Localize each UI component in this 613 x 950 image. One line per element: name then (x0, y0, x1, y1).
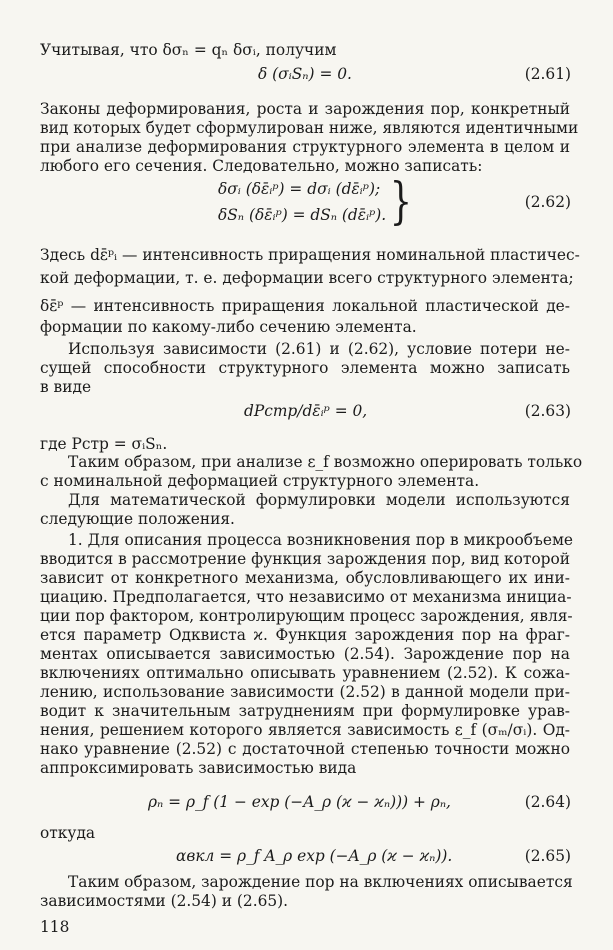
equation-2-62-line1: δσᵢ (δε̄ᵢᵖ) = dσᵢ (dε̄ᵢᵖ); (218, 180, 381, 198)
equation-number-2-61: (2.61) (524, 65, 571, 83)
equation-2-64: ρₙ = ρ_f (1 − exp (−A_ρ (ϰ − ϰₙ))) + ρₙ, (148, 793, 451, 811)
equation-number-2-65: (2.65) (524, 847, 571, 865)
system-brace: } (389, 172, 413, 230)
text-line: аппроксимировать зависимостью вида (40, 759, 357, 777)
text-line: с номинальной деформацией структурного элемента. (40, 472, 480, 490)
text-line: вводится в рассмотрение функция зарождения пор, вид которой (40, 550, 570, 568)
text-line: Законы деформирования, роста и зарождения пор, конкретный (40, 100, 570, 118)
text-line: ментах описывается зависимостью (2.54). Зарождение пор на (40, 645, 570, 663)
text-line: сущей способности структурного элемента можно записать (40, 359, 570, 377)
text-line: лению, использование зависимости (2.52) в данной модели при- (40, 683, 570, 701)
text-line: нения, решением которого является зависимость ε_f (σₘ/σᵢ). Од- (40, 721, 570, 739)
text-line: ется параметр Одквиста ϰ. Функция зарождения пор на фраг- (40, 626, 570, 644)
where-line: где Pстр = σᵢSₙ. (40, 435, 168, 453)
text-line-last: зависимостями (2.54) и (2.65). (40, 892, 289, 910)
text-line: δε̄ᵖ — интенсивность приращения локальной пластической де- (40, 297, 570, 315)
text-line: в виде (40, 378, 92, 396)
intro-line: Учитывая, что δσₙ = qₙ δσᵢ, получим (40, 41, 337, 59)
text-line: формации по какому-либо сечению элемента. (40, 318, 417, 336)
text-line: включениях оптимально описывать уравнением (2.52). К сожа- (40, 664, 570, 682)
text-line: Для математической формулировки модели используются (68, 491, 570, 509)
text-line: зависит от конкретного механизма, обусловливающего их ини- (40, 569, 570, 587)
text-line: вид которых будет сформулирован ниже, являются идентичными (40, 119, 579, 137)
text-line: следующие положения. (40, 510, 235, 528)
text-line: Таким образом, зарождение пор на включениях описывается (68, 873, 573, 891)
text-line: 1. Для описания процесса возникновения пор в микрообъеме (68, 531, 574, 549)
equation-2-61: δ (σᵢSₙ) = 0. (258, 65, 352, 83)
equation-number-2-62: (2.62) (524, 193, 571, 211)
equation-2-63: dPстр/dε̄ᵢᵖ = 0, (244, 402, 368, 420)
equation-2-62-line2: δSₙ (δε̄ᵢᵖ) = dSₙ (dε̄ᵢᵖ). (218, 206, 387, 224)
whence-line: откуда (40, 824, 96, 842)
equation-2-65: αвкл = ρ_f A_ρ exp (−A_ρ (ϰ − ϰₙ)). (176, 847, 453, 865)
text-line: нако уравнение (2.52) с достаточной степенью точности можно (40, 740, 570, 758)
text-line: ции пор фактором, контролирующим процесс зарождения, явля- (40, 607, 573, 625)
equation-number-2-63: (2.63) (524, 402, 571, 420)
page-number: 118 (40, 918, 70, 936)
text-line: при анализе деформирования структурного элемента в целом и (40, 138, 570, 156)
text-line: Таким образом, при анализе ε_f возможно оперировать только (68, 453, 583, 471)
text-line: Используя зависимости (2.61) и (2.62), условие потери не- (68, 340, 570, 358)
equation-number-2-64: (2.64) (524, 793, 571, 811)
text-line: водит к значительным затруднениям при формулировке урав- (40, 702, 570, 720)
text-line: любого его сечения. Следовательно, можно записать: (40, 157, 483, 175)
text-line: Здесь dε̄ᵖᵢ — интенсивность приращения номинальной пластичес- (40, 246, 580, 264)
text-line: кой деформации, т. е. деформации всего структурного элемента; (40, 269, 574, 287)
text-line: циацию. Предполагается, что независимо от механизма инициа- (40, 588, 572, 606)
